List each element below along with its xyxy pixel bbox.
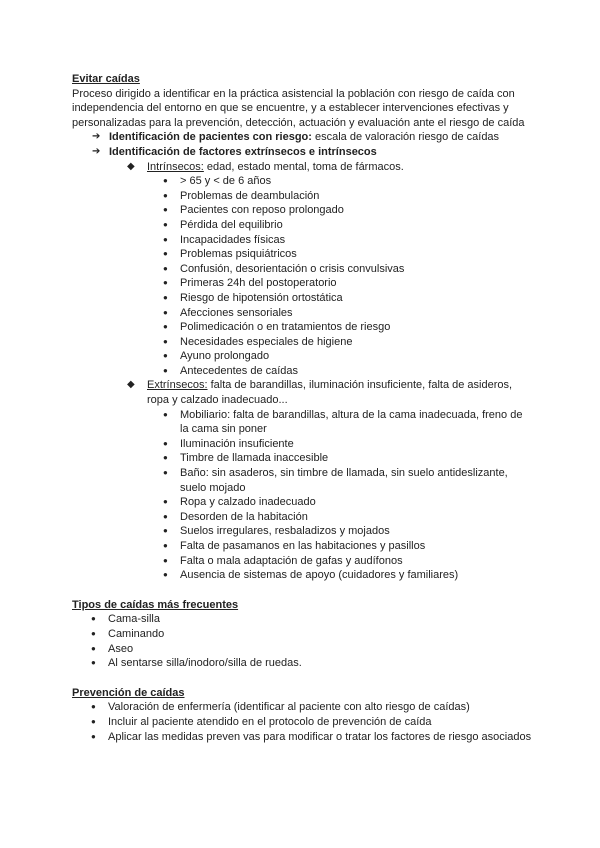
section-title-prevencion: Prevención de caídas xyxy=(72,686,185,699)
list-item: ● > 65 y < de 6 años xyxy=(163,175,272,188)
prevencion-list xyxy=(72,700,532,744)
bullet-icon: ● xyxy=(163,336,168,346)
arrow-icon: ➔ xyxy=(92,131,101,143)
bullet-icon: ● xyxy=(163,438,168,448)
list-item: ● Ropa y calzado inadecuado xyxy=(163,496,316,509)
list-item: ● Cama-silla xyxy=(91,613,160,626)
bullet-icon: ● xyxy=(163,351,168,361)
bullet-icon: ● xyxy=(163,307,168,317)
list-item: ● Incapacidades físicas xyxy=(163,233,286,246)
list-item: ● Valoración de enfermería (identificar al paciente con alto riesgo de caídas) xyxy=(91,701,470,714)
extrinsecos-list xyxy=(72,408,532,583)
arrow-item-text: escala de valoración riesgo de caídas xyxy=(311,131,500,144)
bullet-icon: ● xyxy=(163,234,168,244)
list-item: ● Mobiliario: falta de barandillas, altura de la cama inadecuada, freno de la cama sin poner xyxy=(163,408,523,436)
section-title-tipos-caidas: Tipos de caídas más frecuentes xyxy=(72,598,239,611)
list-item: ● Falta o mala adaptación de gafas y audífonos xyxy=(163,554,403,567)
diamond-bullet-icon: ◆ xyxy=(127,160,135,172)
list-item: ● Aplicar las medidas preven vas para modificar o tratar los factores de riesgo asociados xyxy=(91,730,532,743)
bullet-icon: ● xyxy=(91,643,96,653)
list-item: ● Pacientes con reposo prolongado xyxy=(163,204,344,217)
bullet-icon: ● xyxy=(163,263,168,273)
bullet-icon: ● xyxy=(163,526,168,536)
list-item: ● Caminando xyxy=(91,627,165,640)
extrinsecos-label: Extrínsecos: xyxy=(147,379,208,392)
intro-paragraph: Proceso dirigido a identificar en la práctica asistencial la población con riesgo de caída con independencia del entorno en que se encuentre, y a establecer intervenciones efectivas y personalizadas para la prevención, detección, actuación y evaluación ante el riesgo de caída xyxy=(72,87,525,129)
bullet-icon: ● xyxy=(163,365,168,375)
bullet-icon: ● xyxy=(163,468,168,478)
list-item: ● Iluminación insuficiente xyxy=(163,437,294,450)
list-item: ● Afecciones sensoriales xyxy=(163,306,293,319)
bullet-icon: ● xyxy=(163,292,168,302)
bullet-icon: ● xyxy=(91,716,96,726)
list-item: ● Incluir al paciente atendido en el protocolo de prevención de caída xyxy=(91,715,432,728)
section-title-evitar-caidas: Evitar caídas xyxy=(72,73,140,85)
bullet-icon: ● xyxy=(91,628,96,638)
intrinsecos-heading xyxy=(72,160,532,175)
list-item: ● Antecedentes de caídas xyxy=(163,364,299,377)
intrinsecos-list xyxy=(72,174,532,378)
arrow-item xyxy=(72,130,532,145)
bullet-icon: ● xyxy=(91,731,96,741)
bullet-icon: ● xyxy=(163,322,168,332)
extrinsecos-text: falta de barandillas, iluminación insuficiente, falta de asideros, ropa y calzado inadecuado... xyxy=(147,379,513,407)
list-item: ● Problemas psiquiátricos xyxy=(163,248,297,261)
list-item: ● Ayuno prolongado xyxy=(163,350,270,363)
arrow-icon: ➔ xyxy=(92,145,101,157)
arrow-item-bold: Identificación de pacientes con riesgo: xyxy=(109,131,312,144)
bullet-icon: ● xyxy=(163,205,168,215)
list-item: ● Riesgo de hipotensión ortostática xyxy=(163,291,343,304)
bullet-icon: ● xyxy=(163,497,168,507)
bullet-icon: ● xyxy=(91,614,96,624)
list-item: ● Falta de pasamanos en las habitaciones y pasillos xyxy=(163,540,426,552)
bullet-icon: ● xyxy=(163,541,168,550)
list-item: ● Desorden de la habitación xyxy=(163,510,308,523)
bullet-icon: ● xyxy=(163,555,168,565)
list-item: ● Al sentarse silla/inodoro/silla de ruedas. xyxy=(91,657,302,670)
intrinsecos-text: edad, estado mental, toma de fármacos. xyxy=(203,160,404,173)
list-item: ● Problemas de deambulación xyxy=(163,189,320,202)
bullet-icon: ● xyxy=(163,249,168,259)
list-item: ● Confusión, desorientación o crisis convulsivas xyxy=(163,262,405,275)
list-item: ● Primeras 24h del postoperatorio xyxy=(163,277,337,290)
bullet-icon: ● xyxy=(163,511,168,521)
bullet-icon: ● xyxy=(163,409,168,419)
extrinsecos-heading xyxy=(72,378,532,407)
bullet-icon: ● xyxy=(91,658,96,668)
arrow-item-bold: Identificación de factores extrínsecos e intrínsecos xyxy=(109,145,377,158)
list-item: ● Pérdida del equilibrio xyxy=(163,218,283,231)
list-item: ● Aseo xyxy=(91,642,134,655)
bullet-icon: ● xyxy=(163,278,168,288)
bullet-icon: ● xyxy=(163,176,168,186)
list-item: ● Necesidades especiales de higiene xyxy=(163,335,353,348)
arrow-item xyxy=(72,145,532,160)
bullet-icon: ● xyxy=(163,570,168,580)
bullet-icon: ● xyxy=(163,219,168,229)
list-item: ● Suelos irregulares, resbaladizos y mojados xyxy=(163,525,390,538)
bullet-icon: ● xyxy=(163,453,168,463)
diamond-bullet-icon: ◆ xyxy=(127,379,135,391)
document-page xyxy=(72,72,532,744)
bullet-icon: ● xyxy=(163,190,168,200)
list-item: ● Baño: sin asaderos, sin timbre de llamada, sin suelo antideslizante, suelo mojado xyxy=(163,467,508,494)
list-item: ● Ausencia de sistemas de apoyo (cuidadores y familiares) xyxy=(163,569,459,582)
list-item: ● Polimedicación o en tratamientos de riesgo xyxy=(163,321,391,334)
list-item: ● Timbre de llamada inaccesible xyxy=(163,452,329,465)
intrinsecos-label: Intrínsecos: xyxy=(147,160,204,173)
bullet-icon: ● xyxy=(91,702,96,712)
tipos-list xyxy=(72,612,532,670)
